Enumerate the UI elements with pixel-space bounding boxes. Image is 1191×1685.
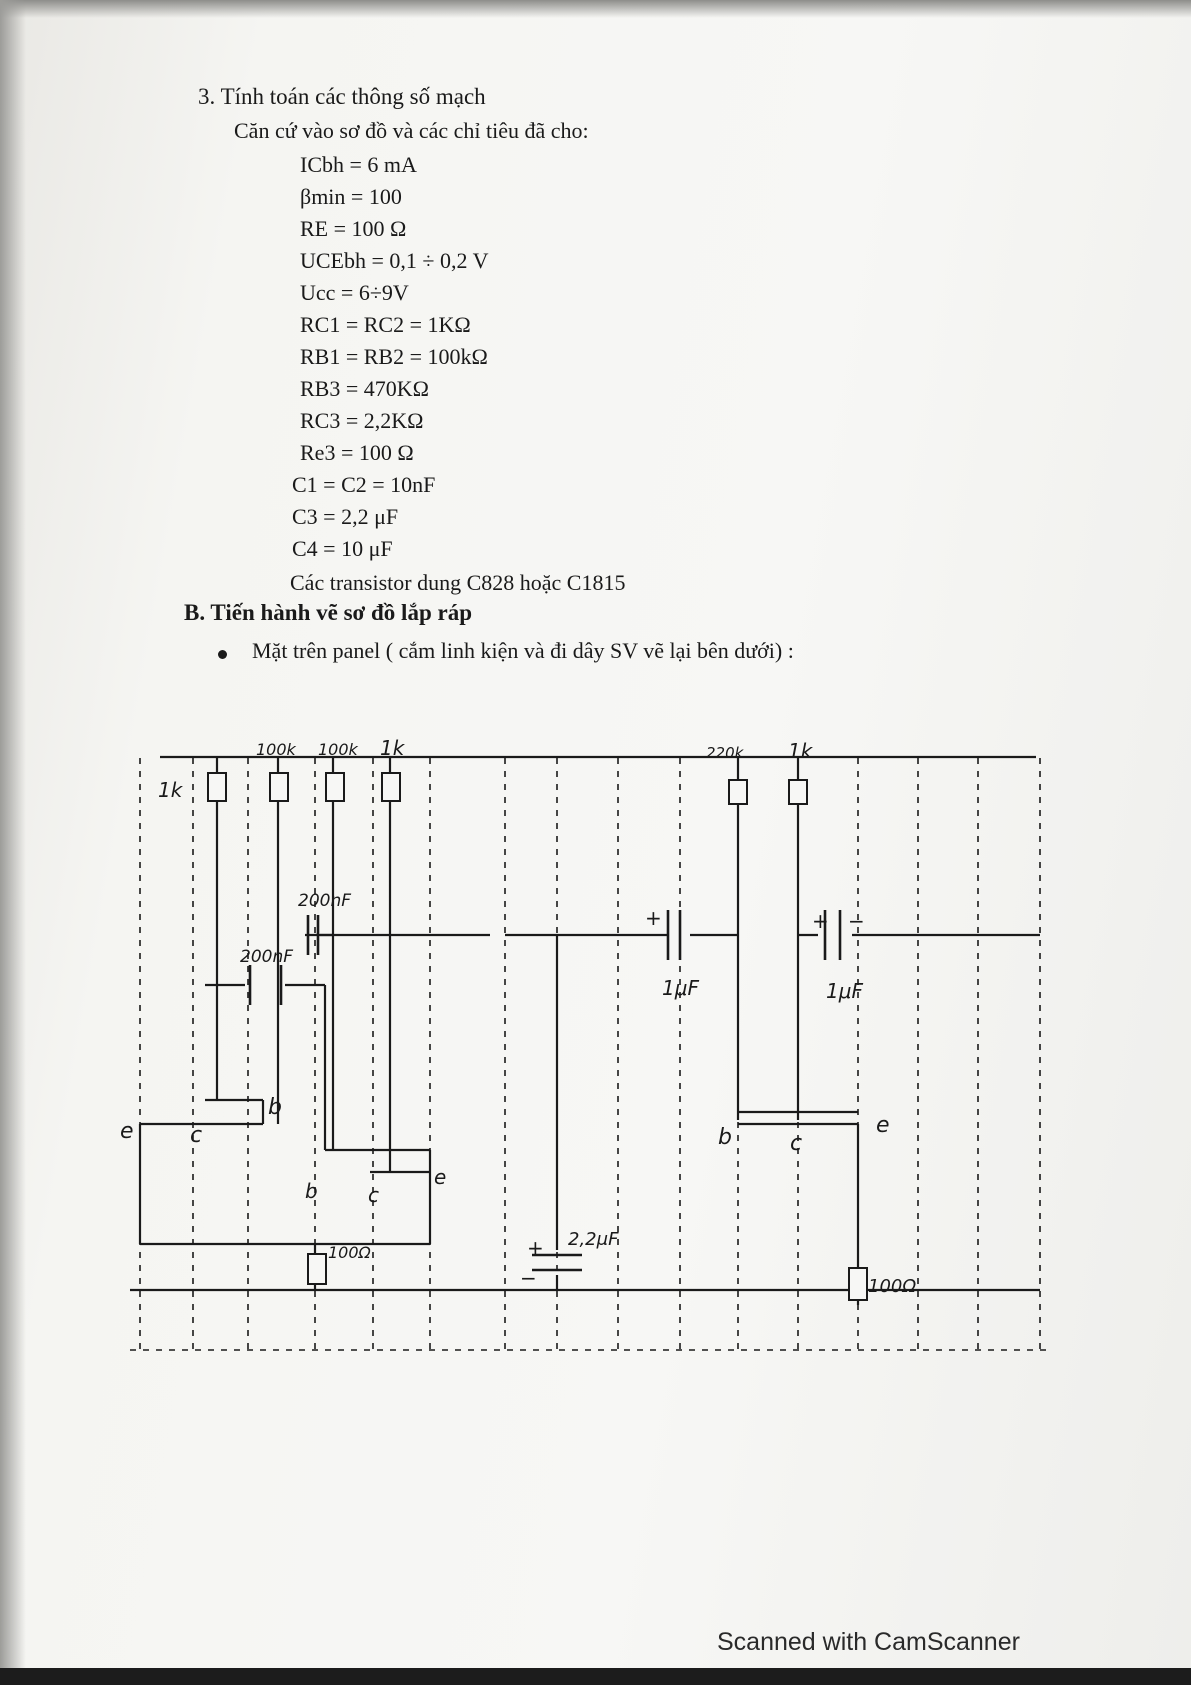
label-c-left: 200nF — [240, 947, 294, 967]
label-r3: 100k — [318, 740, 358, 759]
section-b-heading: B. Tiến hành vẽ sơ đồ lắp ráp — [184, 600, 472, 625]
plus-sign-c-right2: + — [812, 909, 829, 933]
label-c-right2: 1μF — [826, 979, 863, 1003]
param-c1-c2: C1 = C2 = 10nF — [292, 472, 436, 497]
param-transistor: Các transistor dung C828 hoặc C1815 — [290, 570, 626, 595]
param-re: RE = 100 Ω — [300, 216, 407, 241]
label-c-top: 200nF — [298, 891, 352, 911]
param-re3: Re3 = 100 Ω — [300, 440, 414, 465]
param-rc3: RC3 = 2,2KΩ — [300, 408, 424, 433]
param-rb3: RB3 = 470KΩ — [300, 376, 429, 401]
wiring — [130, 757, 1040, 1305]
param-rc1-rc2: RC1 = RC2 = 1KΩ — [300, 312, 471, 337]
label-c-right1: 1μF — [662, 976, 699, 1000]
param-c3: C3 = 2,2 μF — [292, 504, 399, 529]
label-r5: 220k — [706, 744, 744, 762]
resistor-r6 — [789, 780, 807, 804]
label-re-left: 100Ω — [328, 1243, 371, 1262]
param-icbh: ICbh = 6 mA — [300, 152, 417, 177]
param-ucc: Ucc = 6÷9V — [300, 280, 409, 305]
section-3-intro: Căn cứ vào sơ đồ và các chỉ tiêu đã cho: — [234, 118, 589, 143]
label-t3-c: c — [790, 1131, 803, 1156]
capacitors — [250, 910, 840, 1270]
camscanner-watermark: Scanned with CamScanner — [717, 1628, 1020, 1656]
label-t1-b: b — [268, 1095, 282, 1120]
plus-sign-c-mid: + — [527, 1236, 544, 1260]
label-r4: 1k — [380, 736, 405, 760]
label-t2-c: c — [368, 1183, 379, 1207]
label-re-right: 100Ω — [868, 1276, 917, 1297]
label-t1-e: e — [120, 1119, 134, 1144]
plus-sign-c-right1: + — [645, 906, 662, 930]
label-t3-e: e — [876, 1113, 890, 1138]
scan-bottom-edge — [0, 1668, 1191, 1685]
label-t1-c: c — [190, 1123, 203, 1148]
resistor-r5 — [729, 780, 747, 804]
resistor-r4 — [382, 773, 400, 801]
label-r6: 1k — [788, 739, 813, 763]
resistor-r3 — [326, 773, 344, 801]
resistor-r2 — [270, 773, 288, 801]
resistor-re-right — [849, 1268, 867, 1300]
resistor-re-left — [308, 1254, 326, 1284]
minus-sign-c-mid: − — [520, 1266, 537, 1290]
minus-sign-c-right2: − — [848, 909, 865, 933]
label-t2-e: e — [434, 1165, 447, 1189]
label-r1: 1k — [158, 778, 183, 802]
section-3-heading: 3. Tính toán các thông số mạch — [198, 84, 486, 109]
panel-grid-lines — [130, 758, 1048, 1350]
resistor-r1 — [208, 773, 226, 801]
label-t3-b: b — [718, 1125, 732, 1150]
param-c4: C4 = 10 μF — [292, 536, 393, 561]
resistors — [208, 773, 867, 1300]
label-c-mid: 2,2μF — [568, 1229, 619, 1250]
label-t2-b: b — [305, 1179, 318, 1203]
param-ucebh: UCEbh = 0,1 ÷ 0,2 V — [300, 248, 489, 273]
section-b-bullet-text: Mặt trên panel ( cắm linh kiện và đi dây SV vẽ lại bên dưới) : — [252, 638, 794, 663]
label-r2: 100k — [256, 740, 296, 759]
param-beta-min: βmin = 100 — [300, 184, 402, 209]
param-rb1-rb2: RB1 = RB2 = 100kΩ — [300, 344, 488, 369]
